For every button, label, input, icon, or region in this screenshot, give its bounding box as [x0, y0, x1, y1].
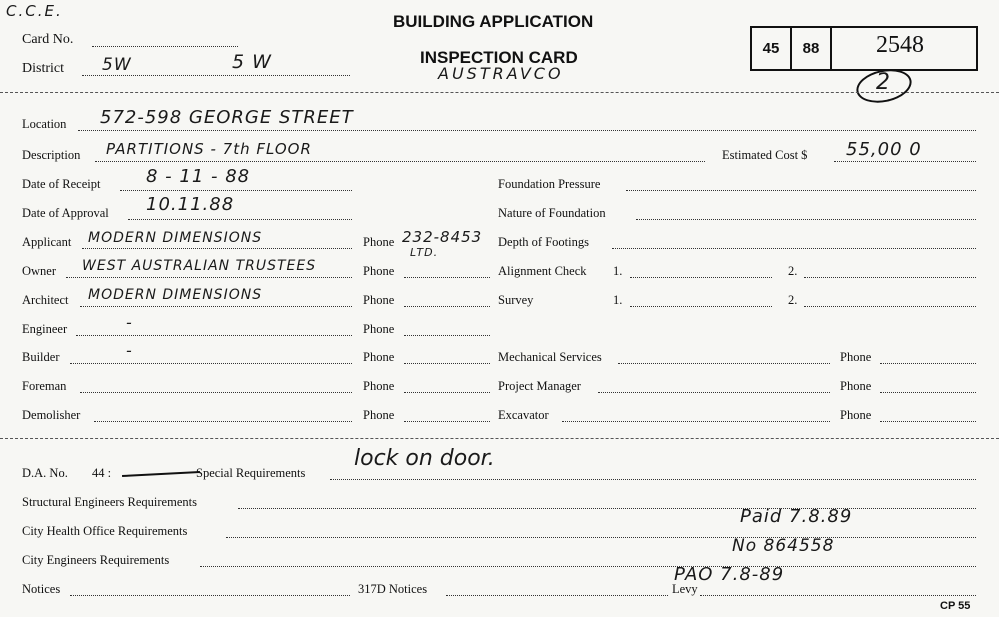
notices-317d-line [446, 595, 668, 596]
applicant-label: Applicant [22, 235, 72, 249]
foreman-phone-label: Phone [363, 379, 395, 393]
card-number-box [750, 26, 978, 71]
estimated-cost-label: Estimated Cost $ [722, 148, 808, 162]
project-manager-phone-label: Phone [840, 379, 872, 393]
applicant-value: MODERN DIMENSIONS [88, 230, 263, 246]
district-value-1: 5W [102, 55, 132, 75]
box-a-cell [752, 28, 792, 69]
form-code: CP 55 [940, 600, 971, 612]
builder-label: Builder [22, 350, 60, 364]
demolisher-line [94, 421, 352, 422]
description-label: Description [22, 148, 81, 162]
box-a-value: 45 [762, 40, 780, 57]
alignment-one-label: 1. [613, 264, 623, 278]
card-no-line [92, 46, 238, 47]
title-inspection-card: INSPECTION CARD [420, 48, 578, 67]
box-b-cell [792, 28, 832, 69]
foundation-pressure-label: Foundation Pressure [498, 177, 601, 191]
mechanical-phone-label: Phone [840, 350, 872, 364]
depth-footings-label: Depth of Footings [498, 235, 589, 249]
applicant-line [82, 248, 352, 249]
receipt-note: No 864558 [732, 536, 835, 556]
da-strike-line [122, 471, 200, 477]
special-requirements-line [330, 479, 976, 480]
health-note: Paid 7.8.89 [740, 506, 853, 527]
engineer-line [76, 335, 352, 336]
survey-one-label: 1. [613, 293, 623, 307]
excavator-phone-label: Phone [840, 408, 872, 422]
foreman-phone-line [404, 392, 490, 393]
date-receipt-value: 8 - 11 - 88 [146, 166, 251, 187]
foundation-pressure-line [626, 190, 976, 191]
title-building-application: BUILDING APPLICATION [393, 12, 594, 31]
health-label: City Health Office Requirements [22, 524, 188, 538]
mechanical-phone-line [880, 363, 976, 364]
location-label: Location [22, 117, 67, 131]
engineer-value: - [126, 313, 133, 332]
district-line [82, 75, 350, 76]
handwritten-subtitle: AUSTRAVCO [438, 64, 564, 83]
project-manager-label: Project Manager [498, 379, 581, 393]
owner-line [66, 277, 352, 278]
date-approval-value: 10.11.88 [146, 194, 235, 215]
mechanical-label: Mechanical Services [498, 350, 602, 364]
architect-line [80, 306, 352, 307]
excavator-line [562, 421, 830, 422]
architect-phone-line [404, 306, 490, 307]
depth-footings-line [612, 248, 976, 249]
builder-line [70, 363, 352, 364]
city-engineers-label: City Engineers Requirements [22, 553, 170, 567]
structural-line [238, 508, 976, 509]
location-line [78, 130, 976, 131]
nature-foundation-line [636, 219, 976, 220]
builder-phone-line [404, 363, 490, 364]
special-requirements-label: Special Requirements [196, 466, 306, 480]
excavator-phone-line [880, 421, 976, 422]
header-divider [0, 92, 999, 93]
project-manager-phone-line [880, 392, 976, 393]
requirements-divider [0, 438, 999, 439]
demolisher-phone-line [404, 421, 490, 422]
description-value: PARTITIONS - 7th FLOOR [106, 140, 312, 158]
special-requirements-value: lock on door. [354, 446, 495, 471]
alignment-two-label: 2. [788, 264, 798, 278]
card-no-label: Card No. [22, 32, 74, 47]
levy-label: Levy [672, 582, 698, 596]
engineer-phone-label: Phone [363, 322, 395, 336]
date-approval-line [128, 219, 352, 220]
health-line [226, 537, 976, 538]
levy-line [700, 595, 976, 596]
nature-foundation-label: Nature of Foundation [498, 206, 606, 220]
date-receipt-label: Date of Receipt [22, 177, 101, 191]
da-no-label: D.A. No. [22, 466, 68, 480]
survey-label: Survey [498, 293, 534, 307]
demolisher-label: Demolisher [22, 408, 81, 422]
architect-value: MODERN DIMENSIONS [88, 287, 263, 303]
excavator-label: Excavator [498, 408, 549, 422]
box-b-value: 88 [802, 40, 820, 57]
notices-label: Notices [22, 582, 61, 596]
builder-phone-label: Phone [363, 350, 395, 364]
alignment-two-line [804, 277, 976, 278]
foreman-label: Foreman [22, 379, 67, 393]
corner-note: C.C.E. [6, 2, 63, 20]
applicant-phone-value: 232-8453 [402, 228, 483, 246]
applicant-phone-label: Phone [363, 235, 395, 249]
estimated-cost-line [834, 161, 976, 162]
owner-label: Owner [22, 264, 57, 278]
circled-number: 2 [876, 70, 891, 95]
owner-phone-label: Phone [363, 264, 395, 278]
da-no-value: 44 : [92, 466, 112, 480]
alignment-one-line [630, 277, 772, 278]
pao-note: PAO 7.8-89 [674, 564, 785, 585]
architect-phone-label: Phone [363, 293, 395, 307]
survey-two-line [804, 306, 976, 307]
estimated-cost-value: 55,00 0 [846, 139, 922, 160]
survey-two-label: 2. [788, 293, 798, 307]
structural-label: Structural Engineers Requirements [22, 495, 197, 509]
description-line [95, 161, 705, 162]
box-number: 2548 [876, 32, 924, 58]
foreman-line [80, 392, 352, 393]
engineer-label: Engineer [22, 322, 68, 336]
location-value: 572-598 GEORGE STREET [100, 107, 354, 128]
applicant-ltd: LTD. [410, 246, 439, 259]
date-approval-label: Date of Approval [22, 206, 109, 220]
district-label: District [22, 61, 64, 76]
demolisher-phone-label: Phone [363, 408, 395, 422]
architect-label: Architect [22, 293, 69, 307]
district-value-2: 5 W [232, 51, 272, 73]
owner-value: WEST AUSTRALIAN TRUSTEES [82, 258, 317, 274]
date-receipt-line [120, 190, 352, 191]
alignment-check-label: Alignment Check [498, 264, 587, 278]
notices-317d-label: 317D Notices [358, 582, 428, 596]
mechanical-line [618, 363, 830, 364]
survey-one-line [630, 306, 772, 307]
builder-value: - [126, 341, 133, 360]
owner-phone-line [404, 277, 490, 278]
project-manager-line [598, 392, 830, 393]
city-engineers-line [200, 566, 976, 567]
engineer-phone-line [404, 335, 490, 336]
notices-line [70, 595, 350, 596]
